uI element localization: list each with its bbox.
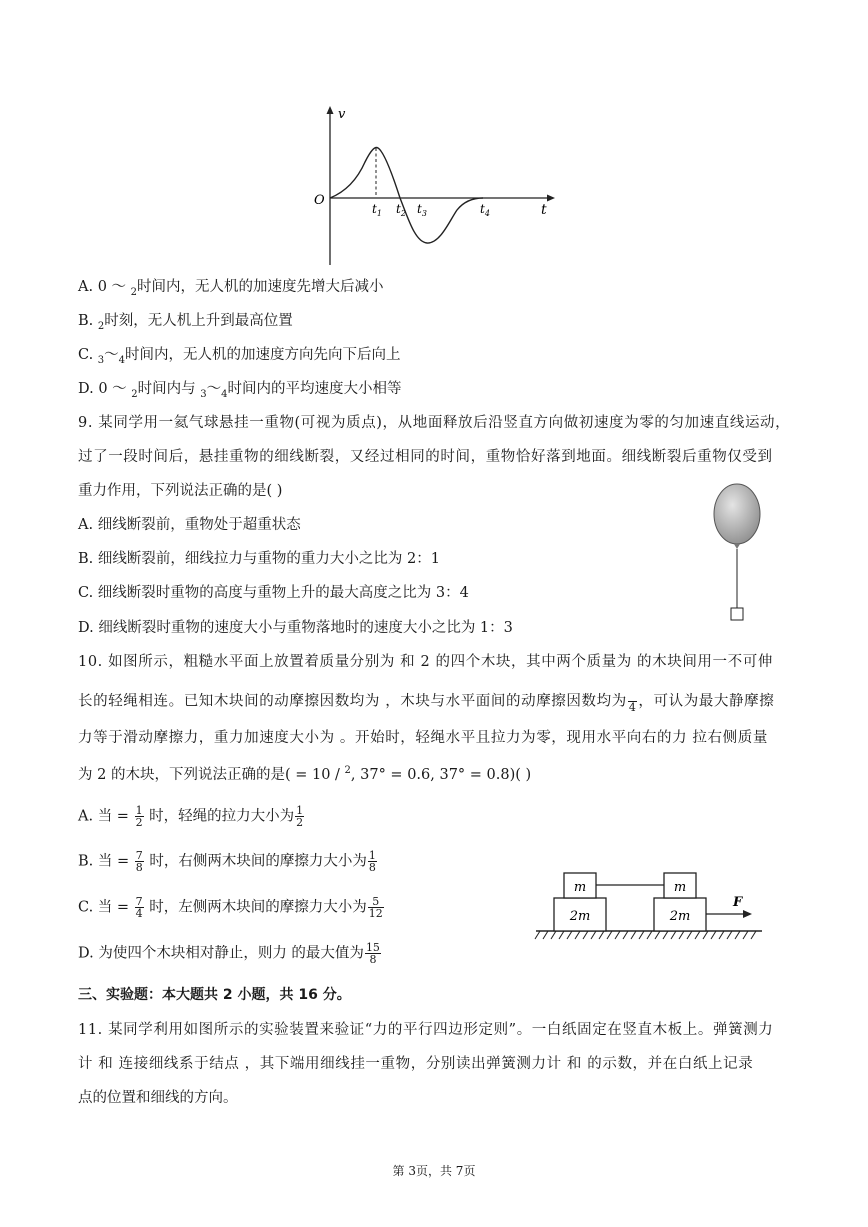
q10-option-a: A. 当 = $\frac{1}{2}$ 时，轻绳的拉力大小为 $\frac{1}{2}$ <box>78 804 304 829</box>
force-label: F <box>733 895 743 910</box>
force-arrowhead <box>743 910 752 918</box>
q10-stem-line4: 为 2 的木块，下列说法正确的是( = 10 / $^2$, 37° = 0.6, 37° = 0.8)( ) <box>78 765 532 783</box>
origin-label: O <box>314 193 325 208</box>
q11-stem-line1: 11. 某同学利用如图所示的实验装置来验证“力的平行四边形定则”。一白纸固定在竖直木板上。弹簧测力 <box>78 1022 774 1038</box>
q10-stem-line1: 10. 如图所示，粗糙水平面上放置着质量分别为 和 2 的四个木块，其中两个质量为 的木块间用一不可伸 <box>78 654 773 670</box>
q10-option-b: B. 当 = $\frac{7}{8}$ 时，右侧两木块间的摩擦力大小为 $\frac{1}{8}$ <box>78 849 376 874</box>
small-right-label: m <box>673 880 687 895</box>
q11-stem-line3: 点的位置和细线的方向。 <box>78 1090 238 1106</box>
q9-stem-line1: 9. 某同学用一氦气球悬挂一重物(可视为质点)，从地面释放后沿竖直方向做初速度为零的匀加速直线运动， <box>78 415 791 431</box>
velocity-curve <box>330 148 483 244</box>
t2-label: $t_2$ <box>396 202 406 218</box>
q10-option-d: D. 为使四个木块相对静止，则力 的最大值为 $\frac{15}{8}$ <box>78 941 380 966</box>
t4-label: $t_4$ <box>480 202 490 218</box>
balloon-icon <box>714 484 760 544</box>
q9-stem-line2: 过了一段时间后，悬挂重物的细线断裂，又经过相同的时间，重物恰好落到地面。细线断裂后重物仅受到 <box>78 449 773 465</box>
q8-option-d: D. 0 ～ $_2$时间内与 $_3\sim_4$时间内的平均速度大小相等 <box>78 381 402 400</box>
x-arrow <box>547 195 555 202</box>
q8-option-c: C. $_3\sim_4$时间内，无人机的加速度方向先向下后向上 <box>78 347 401 366</box>
q8-option-a: A. 0 ～ $_2$时间内，无人机的加速度先增大后减小 <box>78 279 384 298</box>
q11-stem-line2: 计 和 连接细线系于结点 ，其下端用细线挂一重物，分别读出弹簧测力计 和 的示数，并在白纸上记录 <box>78 1056 754 1072</box>
q9-option-d: D. 细线断裂时重物的速度大小与重物落地时的速度大小之比为 1：3 <box>78 620 513 636</box>
page-footer: 第 3页，共 7页 <box>392 1164 476 1178</box>
y-arrow <box>327 106 334 114</box>
q9-option-b: B. 细线断裂前，细线拉力与重物的重力大小之比为 2：1 <box>78 551 440 567</box>
v-label: v <box>338 107 346 122</box>
q10-option-c: C. 当 = $\frac{7}{4}$ 时，左侧两木块间的摩擦力大小为 $\frac{5}{12}$ <box>78 895 383 920</box>
small-left-label: m <box>573 880 587 895</box>
q9-stem-line3: 重力作用，下列说法正确的是( ) <box>78 483 283 499</box>
weight-box <box>731 608 743 620</box>
q9-option-c: C. 细线断裂时重物的高度与重物上升的最大高度之比为 3：4 <box>78 585 469 601</box>
section-3-heading: 三、实验题：本大题共 2 小题，共 16 分。 <box>78 987 351 1003</box>
balloon-knot <box>734 544 740 549</box>
q8-option-b: B. $_2$时刻，无人机上升到最高位置 <box>78 313 293 332</box>
vt-graph <box>305 100 565 270</box>
balloon-figure <box>705 480 775 630</box>
big-right-label: 2m <box>669 909 691 924</box>
q9-option-a: A. 细线断裂前，重物处于超重状态 <box>78 517 301 533</box>
big-left-label: 2m <box>569 909 591 924</box>
q10-stem-line3: 力等于滑动摩擦力，重力加速度大小为 。开始时，轻绳水平且拉力为零，现用水平向右的力 拉右侧质量 <box>78 730 768 746</box>
t1-label: $t_1$ <box>372 202 382 218</box>
ground-hatching <box>535 931 756 939</box>
t3-label: $t_3$ <box>417 202 427 218</box>
blocks-figure <box>530 865 770 945</box>
t-label: t <box>541 202 547 218</box>
q10-stem-line2: 长的轻绳相连。已知木块间的动摩擦因数均为 ，木块与水平面间的动摩擦因数均为 4 ，可认为最大静摩擦 <box>78 690 774 713</box>
